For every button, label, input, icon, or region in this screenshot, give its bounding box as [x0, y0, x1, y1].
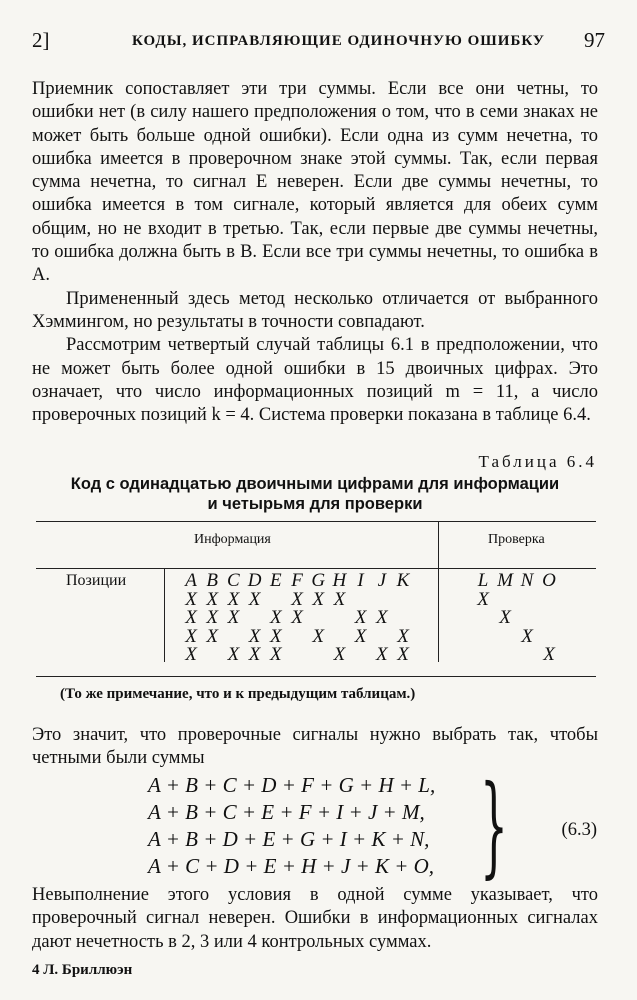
table-note: (То же примечание, что и к предыдущим таблицам.) — [60, 686, 416, 702]
table-header-rule — [36, 568, 596, 569]
body-text-bottom — [32, 884, 598, 954]
equation-number: (6.3) — [561, 820, 597, 840]
position-letter: D — [247, 570, 262, 591]
check-mark: X — [269, 625, 282, 647]
check-mark: X — [312, 625, 324, 647]
position-letter: J — [377, 570, 387, 591]
check-mark: X — [269, 607, 282, 628]
column-header-check: Проверка — [488, 532, 545, 547]
running-title: КОДЫ, ИСПРАВЛЯЮЩИЕ ОДИНОЧНУЮ ОШИБКУ — [132, 33, 545, 49]
equation-system — [148, 772, 435, 880]
equation-line: A + C + D + E + H + J + K + O, — [148, 854, 435, 878]
check-mark: X — [477, 588, 489, 610]
table-bottom-rule — [36, 676, 596, 677]
check-mark: X — [499, 607, 511, 628]
table-caption — [32, 474, 598, 514]
check-mark: X — [248, 625, 261, 647]
check-mark: X — [185, 588, 197, 610]
caption-line: и четырьмя для проверки — [207, 495, 423, 513]
check-mark: X — [521, 625, 533, 647]
paragraph: Невыполнение этого условия в одной сумме указывает, что проверочный сигнал неверен. Ошибки в информационных сигналах дают нечетность в 2, 3 или 4 контрольных суммах. — [32, 885, 598, 952]
check-mark: X — [375, 607, 388, 628]
check-mark: X — [312, 588, 324, 610]
position-letter: N — [520, 570, 534, 591]
position-letter: K — [396, 570, 410, 591]
right-brace-icon: } — [480, 761, 508, 889]
check-mark: X — [206, 588, 218, 610]
paragraph: Примененный здесь метод несколько отличается от выбранного Хэммингом, но результаты в точности совпадают. — [32, 288, 598, 332]
table-column-divider — [164, 568, 165, 662]
check-mark: X — [354, 607, 367, 628]
check-mark: X — [227, 588, 240, 610]
check-mark: X — [333, 588, 346, 610]
check-mark: X — [227, 607, 240, 628]
section-number: 2] — [32, 28, 50, 52]
check-mark: X — [248, 644, 261, 665]
table-column-divider — [438, 522, 439, 662]
check-mark: X — [291, 588, 303, 610]
position-letter: F — [291, 570, 303, 591]
caption-line: Код с одинадцатью двоичными цифрами для информации — [70, 475, 560, 493]
check-mark: X — [269, 644, 282, 665]
paragraph: Рассмотрим четвертый случай таблицы 6.1 в предположении, что не может быть более одной ошибки в 15 двоичных цифрах. Это означает, что число информационных позиций m = 11, а число проверочных позиций k = 4. Система проверки показана в таблице 6.4. — [32, 335, 598, 426]
equation-line: A + B + D + E + G + I + K + N, — [148, 827, 430, 851]
body-text-middle — [32, 724, 598, 771]
check-mark: X — [375, 644, 388, 665]
position-letter: M — [497, 570, 513, 591]
column-header-info: Информация — [194, 532, 271, 547]
position-letter: I — [357, 570, 364, 591]
position-letter: A — [185, 570, 197, 591]
check-mark: X — [397, 644, 409, 665]
table-label: Таблица 6.4 — [478, 452, 597, 471]
equation-line: A + B + C + D + F + G + H + L, — [148, 773, 436, 797]
row-label-positions: Позиции — [66, 572, 127, 589]
page-header — [32, 28, 605, 58]
position-letter: O — [542, 570, 556, 591]
check-mark: X — [333, 644, 346, 665]
position-letter: H — [332, 570, 347, 591]
check-mark: X — [206, 625, 218, 647]
position-letter: L — [477, 570, 489, 591]
check-mark: X — [185, 644, 197, 665]
page-number: 97 — [584, 28, 605, 52]
position-letter: E — [269, 570, 282, 591]
paragraph: Приемник сопоставляет эти три суммы. Если все они четны, то ошибки нет (в силу нашего предположения о том, что в семи знаках не может быть больше одной ошибки). Если одна из сумм нечетна, то ошибка имеется в проверочном знаке этой суммы. Так, если первая сумма нечетна, то сигнал E неверен. Если две суммы нечетны, то ошибка имеется в том сигнале, который является для обеих сумм общим, но не входит в третью. Так, если первые две суммы нечетны, то ошибка должна быть в B. Если все три суммы нечетны, то ошибка в A. — [32, 79, 598, 286]
position-letter: C — [227, 570, 240, 591]
check-mark: X — [185, 607, 197, 628]
check-mark: X — [291, 607, 303, 628]
check-mark: X — [543, 644, 555, 665]
check-mark: X — [397, 625, 409, 647]
check-mark: X — [227, 644, 240, 665]
check-mark: X — [354, 625, 367, 647]
body-text-top — [32, 78, 598, 427]
table-top-rule — [36, 521, 596, 522]
check-mark: X — [206, 607, 218, 628]
check-mark: X — [248, 588, 261, 610]
equation-line: A + B + C + E + F + I + J + M, — [148, 800, 425, 824]
paragraph: Это значит, что проверочные сигналы нужно выбрать так, чтобы четными были суммы — [32, 725, 598, 769]
check-mark: X — [185, 625, 197, 647]
signature-footer: 4 Л. Бриллюэн — [32, 962, 133, 978]
position-letter: B — [206, 570, 218, 591]
position-letter: G — [311, 570, 326, 591]
